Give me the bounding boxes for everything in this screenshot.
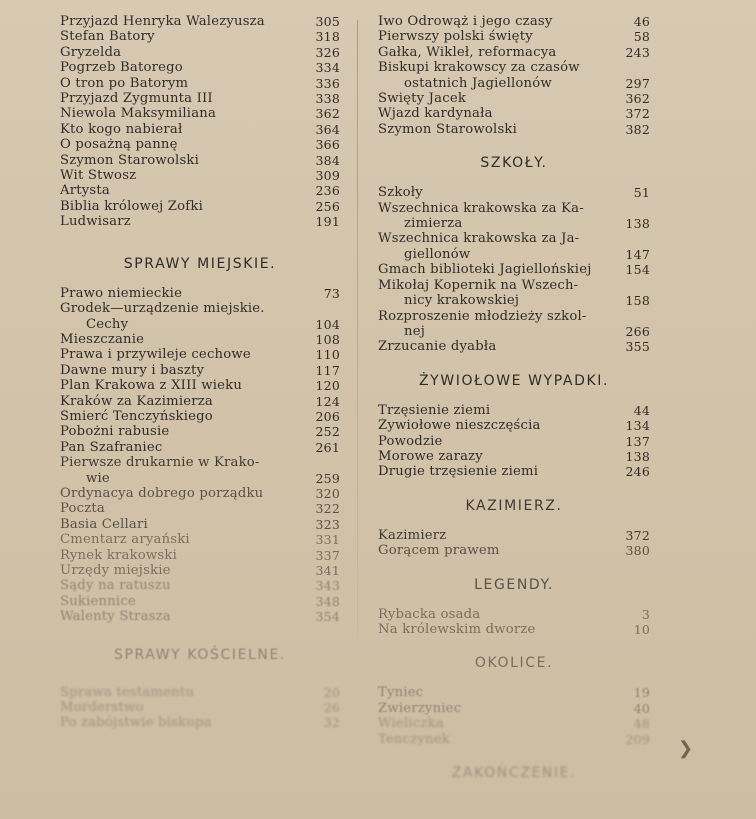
toc-entry bbox=[60, 60, 340, 75]
toc-entry bbox=[378, 732, 650, 747]
toc-entry bbox=[378, 231, 650, 262]
entry-page: 58 bbox=[633, 29, 650, 45]
entry-title: Wieliczka bbox=[378, 716, 444, 732]
toc-entry bbox=[60, 122, 340, 137]
entry-title: Stefan Batory bbox=[60, 29, 155, 45]
entry-title: Prawo niemieckie bbox=[60, 285, 183, 301]
entry-page: 343 bbox=[315, 578, 340, 594]
section-heading-zywiolowe: ŻYWIOŁOWE WYPADKI. bbox=[418, 372, 610, 389]
entry-page: 124 bbox=[315, 393, 340, 409]
entry-page: 355 bbox=[625, 339, 650, 355]
toc-entry bbox=[60, 106, 340, 121]
toc-entry bbox=[378, 418, 650, 433]
entry-title: Szkoły bbox=[378, 185, 423, 201]
entry-title: Iwo Odrowąż i jego czasy bbox=[378, 14, 553, 29]
entry-title: Przyjazd Henryka Walezyusza bbox=[60, 14, 265, 29]
toc-entry bbox=[378, 122, 650, 137]
entry-page: 326 bbox=[315, 44, 340, 60]
section-heading-kazimierz: KAZIMIERZ. bbox=[465, 497, 563, 514]
toc-entry bbox=[60, 45, 340, 60]
toc-entry bbox=[60, 76, 340, 91]
toc-entry bbox=[60, 715, 340, 730]
toc-entry bbox=[60, 347, 340, 362]
toc-entry bbox=[60, 517, 340, 532]
entry-page: 382 bbox=[625, 121, 650, 137]
entry-title: Wszechnica krakowska za Ja- bbox=[378, 231, 580, 247]
left-column bbox=[60, 14, 340, 731]
entry-title: Plan Krakowa z XIII wieku bbox=[60, 378, 243, 394]
entry-title: O posażną pannę bbox=[60, 137, 178, 153]
toc-entry bbox=[378, 464, 650, 479]
toc-entry bbox=[60, 563, 340, 578]
toc-entry bbox=[60, 214, 340, 229]
entry-title-continued: nej bbox=[404, 323, 425, 339]
entry-title-continued: Cechy bbox=[86, 316, 129, 332]
entry-page: 348 bbox=[315, 593, 340, 609]
toc-entry bbox=[60, 501, 340, 516]
entry-page: 206 bbox=[315, 408, 340, 424]
entry-title: Biblia królowej Zofki bbox=[60, 198, 203, 214]
entry-title: Gryzelda bbox=[60, 44, 122, 60]
entry-page: 334 bbox=[315, 60, 340, 76]
toc-list-okolice bbox=[378, 685, 650, 747]
entry-page: 320 bbox=[315, 485, 340, 501]
entry-page: 372 bbox=[625, 106, 650, 122]
toc-entry bbox=[60, 578, 340, 593]
entry-title: Żywiołowe nieszczęścia bbox=[378, 418, 541, 434]
entry-page: 51 bbox=[633, 185, 650, 201]
entry-page: 323 bbox=[315, 516, 340, 532]
entry-page: 44 bbox=[633, 402, 650, 418]
section-heading-zakonczenie: ZAKOŃCZENIE. bbox=[451, 765, 577, 781]
entry-title: Mieszczanie bbox=[60, 331, 145, 347]
entry-title: Po zabójstwie biskupa bbox=[60, 715, 212, 731]
toc-entry bbox=[60, 91, 340, 106]
entry-page: 104 bbox=[315, 316, 340, 332]
toc-entry bbox=[60, 700, 340, 715]
toc-entry bbox=[378, 701, 650, 716]
entry-page: 336 bbox=[315, 75, 340, 91]
entry-page: 3 bbox=[641, 606, 650, 622]
entry-title: Kazimierz bbox=[378, 527, 447, 543]
entry-page: 108 bbox=[315, 331, 340, 347]
entry-title: Śmierć Tenczyńskiego bbox=[60, 408, 213, 424]
toc-entry bbox=[60, 286, 340, 301]
toc-entry bbox=[378, 339, 650, 354]
toc-entry bbox=[60, 183, 340, 198]
entry-title: Tenczynek bbox=[378, 731, 450, 747]
entry-page: 341 bbox=[315, 563, 340, 578]
entry-title: Mikołaj Kopernik na Wszech- bbox=[378, 277, 579, 293]
entry-title: Morowe zarazy bbox=[378, 448, 483, 464]
toc-entry bbox=[60, 609, 340, 624]
entry-title: Pierwsze drukarnie w Krako- bbox=[60, 455, 260, 471]
toc-list-sprawy-miejskie bbox=[60, 286, 340, 625]
entry-page: 73 bbox=[323, 285, 340, 301]
toc-list-kazimierz bbox=[378, 528, 650, 559]
entry-title: Rozproszenie młodzieży szkol- bbox=[378, 308, 587, 324]
toc-list-legendy bbox=[378, 607, 650, 638]
section-heading-legendy: LEGENDY. bbox=[474, 576, 554, 593]
toc-entry bbox=[378, 91, 650, 106]
entry-page: 331 bbox=[315, 532, 340, 548]
entry-page: 246 bbox=[625, 464, 650, 480]
entry-title: Powodzie bbox=[378, 433, 443, 449]
entry-page: 137 bbox=[625, 433, 650, 449]
toc-entry bbox=[60, 486, 340, 501]
entry-title: Basia Cellari bbox=[60, 516, 148, 532]
toc-entry bbox=[60, 301, 340, 332]
entry-title: Kraków za Kazimierza bbox=[60, 393, 213, 409]
toc-entry bbox=[60, 394, 340, 409]
toc-entry bbox=[378, 543, 650, 558]
entry-title: Na królewskim dworze bbox=[378, 621, 536, 637]
entry-page: 364 bbox=[315, 121, 340, 137]
toc-entry bbox=[378, 607, 650, 622]
entry-page: 372 bbox=[625, 527, 650, 543]
entry-page: 338 bbox=[315, 91, 340, 107]
toc-entry bbox=[60, 332, 340, 347]
entry-page: 26 bbox=[323, 700, 340, 716]
entry-page: 138 bbox=[625, 448, 650, 464]
entry-title: Wit Stwosz bbox=[60, 168, 137, 184]
toc-entry bbox=[60, 168, 340, 183]
entry-page: 40 bbox=[633, 700, 650, 716]
entry-title: Pan Szafraniec bbox=[60, 439, 163, 455]
entry-title: Pobożni rabusie bbox=[60, 424, 170, 440]
toc-entry bbox=[378, 434, 650, 449]
section-heading-sprawy-miejskie: SPRAWY MIEJSKIE. bbox=[123, 255, 277, 272]
entry-title: Wszechnica krakowska za Ka- bbox=[378, 200, 584, 216]
entry-page: 147 bbox=[625, 246, 650, 262]
entry-page: 138 bbox=[625, 216, 650, 232]
entry-page: 380 bbox=[625, 543, 650, 559]
entry-page: 337 bbox=[315, 547, 340, 563]
entry-page: 110 bbox=[315, 347, 340, 363]
entry-page: 354 bbox=[315, 609, 340, 625]
entry-page: 362 bbox=[315, 106, 340, 122]
toc-entry bbox=[60, 199, 340, 214]
entry-title: Zwierzyniec bbox=[378, 700, 462, 716]
entry-page: 322 bbox=[315, 501, 340, 517]
entry-page: 362 bbox=[625, 91, 650, 107]
toc-entry bbox=[378, 185, 650, 200]
entry-page: 134 bbox=[625, 418, 650, 434]
entry-title: Sukiennice bbox=[60, 593, 136, 609]
toc-entry bbox=[60, 409, 340, 424]
entry-page: 48 bbox=[633, 716, 650, 732]
entry-page: 305 bbox=[315, 14, 340, 29]
entry-page: 256 bbox=[315, 198, 340, 214]
entry-page: 191 bbox=[315, 214, 340, 230]
entry-page: 10 bbox=[633, 621, 650, 637]
toc-entry bbox=[60, 137, 340, 152]
entry-page: 261 bbox=[315, 439, 340, 455]
toc-list-continued bbox=[60, 14, 340, 230]
section-heading-sprawy-koscielne: SPRAWY KOŚCIELNE. bbox=[114, 646, 286, 663]
toc-entry bbox=[378, 685, 650, 700]
page-corner-mark: ❯ bbox=[678, 738, 694, 759]
entry-title: Rynek krakowski bbox=[60, 547, 177, 563]
entry-title: O tron po Batorym bbox=[60, 75, 189, 91]
toc-entry bbox=[378, 45, 650, 60]
toc-entry bbox=[378, 60, 650, 91]
column-divider bbox=[357, 20, 358, 640]
entry-page: 209 bbox=[625, 731, 650, 747]
entry-title: Gorącem prawem bbox=[378, 543, 500, 559]
entry-title: Ordynacya dobrego porządku bbox=[60, 485, 264, 501]
toc-entry bbox=[60, 685, 340, 700]
entry-title: Święty Jacek bbox=[378, 91, 467, 107]
entry-title: Grodek—urządzenie miejskie. bbox=[60, 301, 265, 317]
entry-page: 252 bbox=[315, 424, 340, 440]
entry-title: Biskupi krakowscy za czasów bbox=[378, 60, 580, 76]
toc-entry bbox=[60, 29, 340, 44]
entry-title-continued: ostatnich Jagiellonów bbox=[404, 75, 552, 91]
entry-title: Szymon Starowolski bbox=[378, 121, 518, 137]
entry-page: 297 bbox=[625, 75, 650, 91]
toc-entry bbox=[60, 424, 340, 439]
toc-entry bbox=[378, 449, 650, 464]
toc-entry bbox=[60, 363, 340, 378]
toc-list-continued-right bbox=[378, 14, 650, 137]
toc-entry bbox=[60, 455, 340, 486]
entry-title: Kto kogo nabierał bbox=[60, 121, 183, 137]
toc-entry bbox=[60, 594, 340, 609]
entry-title: Rybacka osada bbox=[378, 606, 481, 622]
entry-title: Pierwszy polski święty bbox=[378, 29, 533, 45]
toc-entry bbox=[378, 14, 650, 29]
entry-page: 20 bbox=[323, 684, 340, 700]
entry-page: 46 bbox=[633, 14, 650, 29]
entry-title: Artysta bbox=[60, 183, 110, 199]
toc-entry bbox=[378, 262, 650, 277]
entry-page: 384 bbox=[315, 152, 340, 168]
entry-title: Cmentarz aryański bbox=[60, 532, 190, 548]
toc-entry bbox=[60, 440, 340, 455]
toc-entry bbox=[378, 528, 650, 543]
entry-title: Morderstwo bbox=[60, 700, 144, 716]
entry-page: 19 bbox=[633, 685, 650, 701]
entry-title: Poczta bbox=[60, 501, 105, 517]
toc-entry bbox=[378, 309, 650, 340]
entry-page: 236 bbox=[315, 183, 340, 199]
toc-entry bbox=[378, 29, 650, 44]
toc-entry bbox=[378, 622, 650, 637]
entry-title: Gałka, Wikleł, reformacya bbox=[378, 44, 557, 60]
entry-title-continued: nicy krakowskiej bbox=[404, 293, 520, 309]
entry-title: Tyniec bbox=[378, 685, 424, 701]
entry-title: Prawa i przywileje cechowe bbox=[60, 347, 251, 363]
entry-title: Pogrzeb Batorego bbox=[60, 60, 183, 76]
entry-page: 266 bbox=[625, 323, 650, 339]
toc-entry bbox=[378, 278, 650, 309]
entry-title: Niewola Maksymiliana bbox=[60, 106, 217, 122]
entry-title-continued: zimierza bbox=[404, 216, 463, 232]
toc-entry bbox=[378, 716, 650, 731]
toc-entry bbox=[378, 201, 650, 232]
entry-page: 154 bbox=[625, 262, 650, 278]
entry-page: 366 bbox=[315, 137, 340, 153]
toc-entry bbox=[60, 378, 340, 393]
entry-title: Trzęsienie ziemi bbox=[378, 402, 491, 418]
toc-entry bbox=[60, 532, 340, 547]
entry-page: 158 bbox=[625, 293, 650, 309]
entry-page: 259 bbox=[315, 470, 340, 486]
entry-title: Przyjazd Zygmunta III bbox=[60, 91, 213, 107]
entry-page: 309 bbox=[315, 168, 340, 184]
entry-title: Zrzucanie dyabła bbox=[378, 339, 497, 355]
entry-page: 120 bbox=[315, 378, 340, 394]
toc-entry bbox=[60, 153, 340, 168]
toc-entry bbox=[60, 548, 340, 563]
toc-list-sprawy-koscielne bbox=[60, 685, 340, 731]
entry-title: Walenty Strasza bbox=[60, 609, 171, 625]
entry-page: 32 bbox=[323, 715, 340, 731]
entry-title: Sądy na ratuszu bbox=[60, 578, 171, 594]
toc-entry bbox=[60, 14, 340, 29]
toc-list-szkoly bbox=[378, 185, 650, 354]
entry-title: Ludwisarz bbox=[60, 214, 131, 230]
entry-title: Gmach biblioteki Jagiellońskiej bbox=[378, 262, 592, 278]
right-column bbox=[378, 14, 650, 795]
entry-title: Wjazd kardynała bbox=[378, 106, 493, 122]
entry-page: 117 bbox=[315, 362, 340, 378]
toc-entry bbox=[378, 403, 650, 418]
toc-list-zywiolowe bbox=[378, 403, 650, 480]
entry-title-continued: wie bbox=[86, 470, 110, 486]
entry-title: Szymon Starowolski bbox=[60, 152, 200, 168]
entry-page: 243 bbox=[625, 44, 650, 60]
entry-title-continued: giellonów bbox=[404, 246, 471, 262]
entry-page: 318 bbox=[315, 29, 340, 45]
entry-title: Drugie trzęsienie ziemi bbox=[378, 464, 539, 480]
entry-title: Dawne mury i baszty bbox=[60, 362, 205, 378]
entry-title: Urzędy miejskie bbox=[60, 563, 171, 578]
toc-entry bbox=[378, 106, 650, 121]
section-heading-okolice: OKOLICE. bbox=[474, 655, 554, 672]
section-heading-szkoly: SZKOŁY. bbox=[480, 155, 548, 172]
entry-title: Sprawa testamentu bbox=[60, 684, 195, 700]
